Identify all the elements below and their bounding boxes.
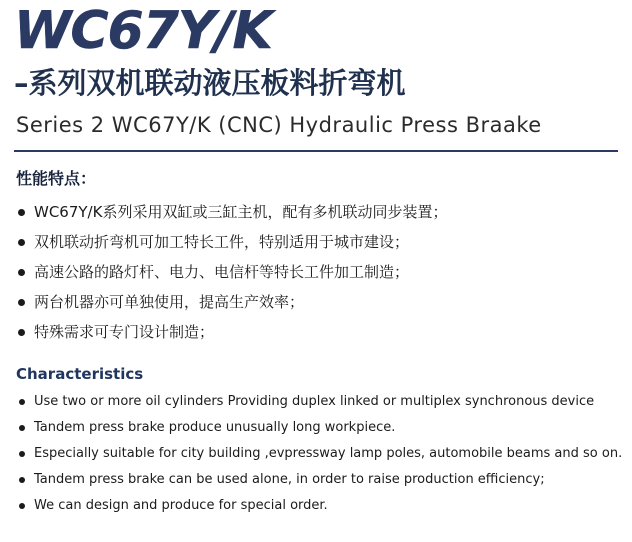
- bullet-dot-icon: [18, 299, 25, 306]
- list-item: [16, 257, 624, 287]
- list-item-label: 特殊需求可专门设计制造；: [34, 323, 215, 341]
- list-item-label: 两台机器亦可单独使用，提高生产效率；: [34, 293, 305, 311]
- list-item: [16, 415, 624, 441]
- list-item-label: 高速公路的路灯杆、电力、电信杆等特长工件加工制造；: [34, 263, 410, 281]
- list-item: [16, 227, 624, 257]
- list-item-label: Use two or more oil cylinders Providing duplex linked or multiplex synchronous device: [34, 394, 595, 409]
- list-item: [16, 287, 624, 317]
- product-title-chinese: –系列双机联动液压板料折弯机: [14, 66, 406, 100]
- list-item: [16, 493, 624, 519]
- list-item-label: 双机联动折弯机可加工特长工件，特别适用于城市建设；: [34, 233, 410, 251]
- list-item: [16, 467, 624, 493]
- product-code-title: WC67Y/K: [14, 1, 272, 61]
- list-item-label: Especially suitable for city building ,evpressway lamp poles, automobile beams and so on.: [34, 446, 623, 461]
- bullet-dot-icon: [19, 399, 25, 405]
- bullet-dot-icon: [19, 503, 25, 509]
- bullet-dot-icon: [18, 209, 25, 216]
- bullet-dot-icon: [18, 329, 25, 336]
- list-item: [16, 441, 624, 467]
- bullet-dot-icon: [19, 477, 25, 483]
- list-item-label: We can design and produce for special order.: [34, 498, 328, 513]
- product-title-english: Series 2 WC67Y/K (CNC) Hydraulic Press Braake: [16, 113, 542, 137]
- bullet-dot-icon: [18, 269, 25, 276]
- bullet-dot-icon: [18, 239, 25, 246]
- list-item: [16, 389, 624, 415]
- features-heading-chinese: 性能特点：: [16, 169, 97, 188]
- list-item: [16, 197, 624, 227]
- features-heading-english: Characteristics: [16, 365, 144, 383]
- brochure-page: [0, 2, 632, 542]
- list-item-label: WC67Y/K系列采用双缸或三缸主机，配有多机联动同步装置；: [34, 203, 448, 221]
- features-list-english: [8, 389, 624, 519]
- list-item: [16, 317, 624, 347]
- bullet-dot-icon: [19, 425, 25, 431]
- divider: [14, 150, 618, 152]
- list-item-label: Tandem press brake can be used alone, in order to raise production efficiency;: [34, 472, 545, 487]
- list-item-label: Tandem press brake produce unusually long workpiece.: [34, 420, 396, 435]
- bullet-dot-icon: [19, 451, 25, 457]
- features-list-chinese: [8, 197, 624, 347]
